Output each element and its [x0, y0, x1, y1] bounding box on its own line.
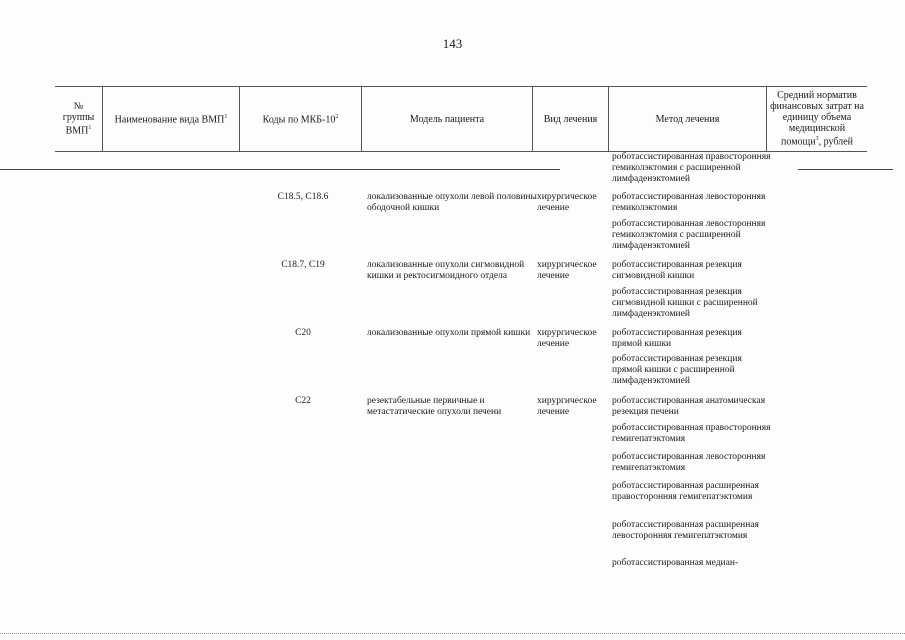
patient-model-cell: резектабельные первичные и метастатические опухоли печени [367, 396, 502, 417]
icd-code-cell: C18.7, C19 [281, 260, 325, 270]
table-header [55, 86, 867, 152]
treatment-type-cell: хирургическое лечение [537, 192, 597, 213]
method-cell: роботассистированная резекция сигмовидной кишки [612, 260, 742, 281]
header-group-number: № группы ВМП$^1$ [55, 87, 103, 151]
method-cell: роботассистированная правосторонняя гемигепатэктомия [612, 423, 771, 444]
row-divider [0, 169, 560, 170]
method-cell: роботассистированная медиан- [612, 558, 739, 568]
header-treatment-type: Вид лечения [533, 87, 609, 151]
method-cell: роботассистированная левосторонняя гемиколэктомия с расширенной лимфаденэктомией [612, 219, 766, 251]
treatment-type-cell: хирургическое лечение [537, 328, 597, 349]
treatment-type-cell: хирургическое лечение [537, 260, 597, 281]
patient-model-cell: локализованные опухоли сигмовидной кишки и ректосигмоидного отдела [367, 260, 525, 281]
method-cell: роботассистированная правосторонняя гемиколэктомия с расширенной лимфаденэктомией [612, 152, 771, 184]
header-vmp-name: Наименование вида ВМП$^1$ [103, 87, 240, 151]
icd-code-cell: C22 [295, 396, 311, 406]
patient-model-cell: локализованные опухоли левой половины ободочной кишки [367, 192, 537, 213]
method-cell: роботассистированная левосторонняя гемиколэктомия [612, 192, 766, 213]
patient-model-cell: локализованные опухоли прямой кишки [367, 328, 531, 338]
method-cell: роботассистированная расширенная правосторонняя гемигепатэктомия [612, 481, 759, 502]
row-divider-right [798, 169, 893, 170]
header-cost-norm: Средний норматив финансовых затрат на единицу объема медицинской помощи$^3$, рублей [770, 90, 864, 148]
page-number: 143 [442, 36, 463, 51]
header-treatment-method: Метод лечения [609, 87, 767, 151]
header-icd-codes: Коды по МКБ-$10^2$ [240, 87, 362, 151]
scan-edge [0, 633, 905, 634]
method-cell: роботассистированная анатомическая резекция печени [612, 396, 766, 417]
method-cell: роботассистированная левосторонняя гемигепатэктомия [612, 452, 766, 473]
method-cell: роботассистированная резекция прямой кишки [612, 328, 742, 349]
icd-code-cell: C20 [295, 328, 311, 338]
method-cell: роботассистированная резекция сигмовидной кишки с расширенной лимфаденэктомией [612, 287, 758, 319]
treatment-type-cell: хирургическое лечение [537, 396, 597, 417]
method-cell: роботассистированная расширенная левосторонняя гемигепатэктомия [612, 520, 759, 541]
header-patient-model: Модель пациента [362, 87, 533, 151]
method-cell: роботассистированная резекция прямой кишки с расширенной лимфаденэктомией [612, 354, 742, 386]
icd-code-cell: C18.5, C18.6 [277, 192, 329, 202]
